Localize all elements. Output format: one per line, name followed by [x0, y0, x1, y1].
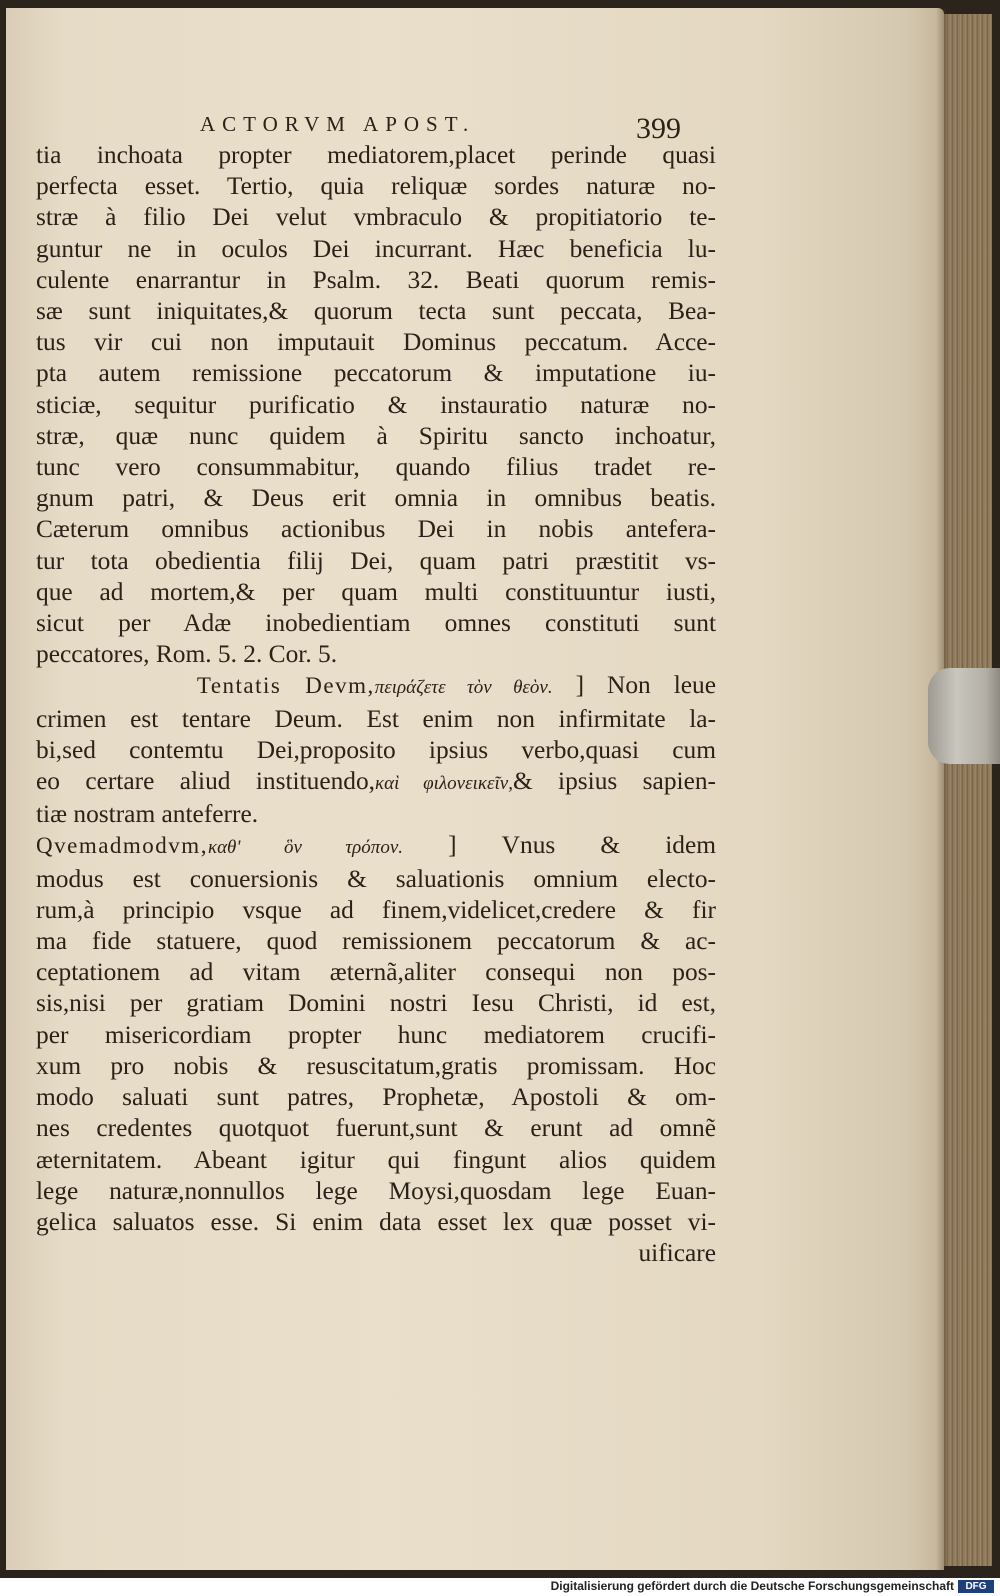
text-line: tia inchoata propter mediatorem,placet perinde quasi: [36, 141, 716, 169]
text-line: ma fide statuere, quod remissionem peccatorum & ac-: [36, 927, 716, 956]
text-fragment: & ipsius sapien-: [512, 767, 716, 796]
text-line: modus est conuersionis & saluationis omnium electo-: [36, 864, 716, 893]
page-shadow: [936, 8, 946, 1570]
text-line: perfecta esset. Tertio, quia reliquæ sordes naturæ no-: [36, 172, 716, 201]
text-line: pta autem remissione peccatorum & imputatione iu-: [36, 359, 716, 388]
text-line: xum pro nobis & resuscitatum,gratis promissam. Hoc: [36, 1051, 716, 1080]
running-head: ACTORVM APOST.: [200, 112, 476, 136]
greek-text: καὶ φιλονεικεῖν,: [375, 773, 513, 795]
body-text: [36, 140, 716, 1269]
text-line: guntur ne in oculos Dei incurrant. Hæc beneficia lu-: [36, 234, 716, 263]
text-fragment: ] Non leue: [575, 671, 716, 700]
text-line: tunc vero consummabitur, quando filius tradet re-: [36, 453, 716, 482]
text-line: crimen est tentare Deum. Est enim non infirmitate la-: [36, 704, 716, 733]
text-line: rum,à principio vsque ad finem,videlicet,credere & fir: [36, 895, 716, 924]
text-line: per misericordiam propter hunc mediatorem crucifi-: [36, 1020, 716, 1049]
text-line: gnum patri, & Deus erit omnia in omnibus beatis.: [36, 484, 716, 513]
text-line: sæ sunt iniquitates,& quorum tecta sunt peccata, Bea-: [36, 297, 716, 326]
text-fragment: ] Vnus & idem: [448, 831, 717, 860]
page-edges: [944, 14, 992, 1566]
page-number: 399: [636, 112, 681, 145]
text-line: bi,sed contemtu Dei,proposito ipsius verbo,quasi cum: [36, 735, 716, 764]
text-line: stræ à filio Dei velut vmbraculo & propitiatorio te-: [36, 203, 716, 232]
text-line: ceptationem ad vitam æternã,aliter consequi non pos-: [36, 958, 716, 987]
text-line: nes credentes quotquot fuerunt,sunt & erunt ad omnẽ: [36, 1114, 716, 1143]
text-line: que ad mortem,& per quam multi constituuntur iusti,: [36, 577, 716, 606]
para3-first-line: [36, 830, 716, 863]
text-line: sticiæ, sequitur purificatio & instauratio naturæ no-: [36, 390, 716, 419]
text-line: culente enarrantur in Psalm. 32. Beati quorum remis-: [36, 265, 716, 294]
text-line: stræ, quæ nunc quidem à Spiritu sancto inchoatur,: [36, 421, 716, 450]
funding-credit: Digitalisierung gefördert durch die Deutsche Forschungsgemeinschaft: [550, 1579, 954, 1593]
text-line: sis,nisi per gratiam Domini nostri Iesu Christi, id est,: [36, 989, 716, 1018]
lemma: Qvemadmodvm,: [36, 833, 208, 859]
text-line: tiæ nostram anteferre.: [36, 800, 259, 829]
text-line: modo saluati sunt patres, Prophetæ, Apostoli & om-: [36, 1083, 716, 1112]
dfg-logo-icon: DFG: [958, 1580, 994, 1593]
footer-bar: [0, 1578, 1000, 1596]
page-clip: [928, 668, 1000, 764]
text-line: æternitatem. Abeant igitur qui fingunt alios quidem: [36, 1145, 716, 1174]
text-line: sicut per Adæ inobedientiam omnes constituti sunt: [36, 609, 716, 638]
text-fragment: eo certare aliud instituendo,: [36, 767, 376, 796]
text-line: tus vir cui non imputauit Dominus peccatum. Acce-: [36, 328, 716, 357]
text-line: [36, 766, 716, 799]
catchword: uificare: [638, 1239, 716, 1268]
text-line: lege naturæ,nonnullos lege Moysi,quosdam lege Euan-: [36, 1176, 716, 1205]
greek-text: καθ' ὃν τρόπον.: [207, 837, 404, 859]
text-line: gelica saluatos esse. Si enim data esset lex quæ posset vi-: [36, 1207, 716, 1236]
greek-text: πειράζετε τὸν θεὸν.: [374, 677, 553, 699]
text-line: peccatores, Rom. 5. 2. Cor. 5.: [36, 640, 338, 669]
lemma: Tentatis Devm,: [196, 673, 375, 699]
para2-first-line: [36, 670, 716, 703]
text-line: Cæterum omnibus actionibus Dei in nobis antefera-: [36, 515, 716, 544]
text-line: tur tota obedientia filij Dei, quam patri præstitit vs-: [36, 546, 716, 575]
